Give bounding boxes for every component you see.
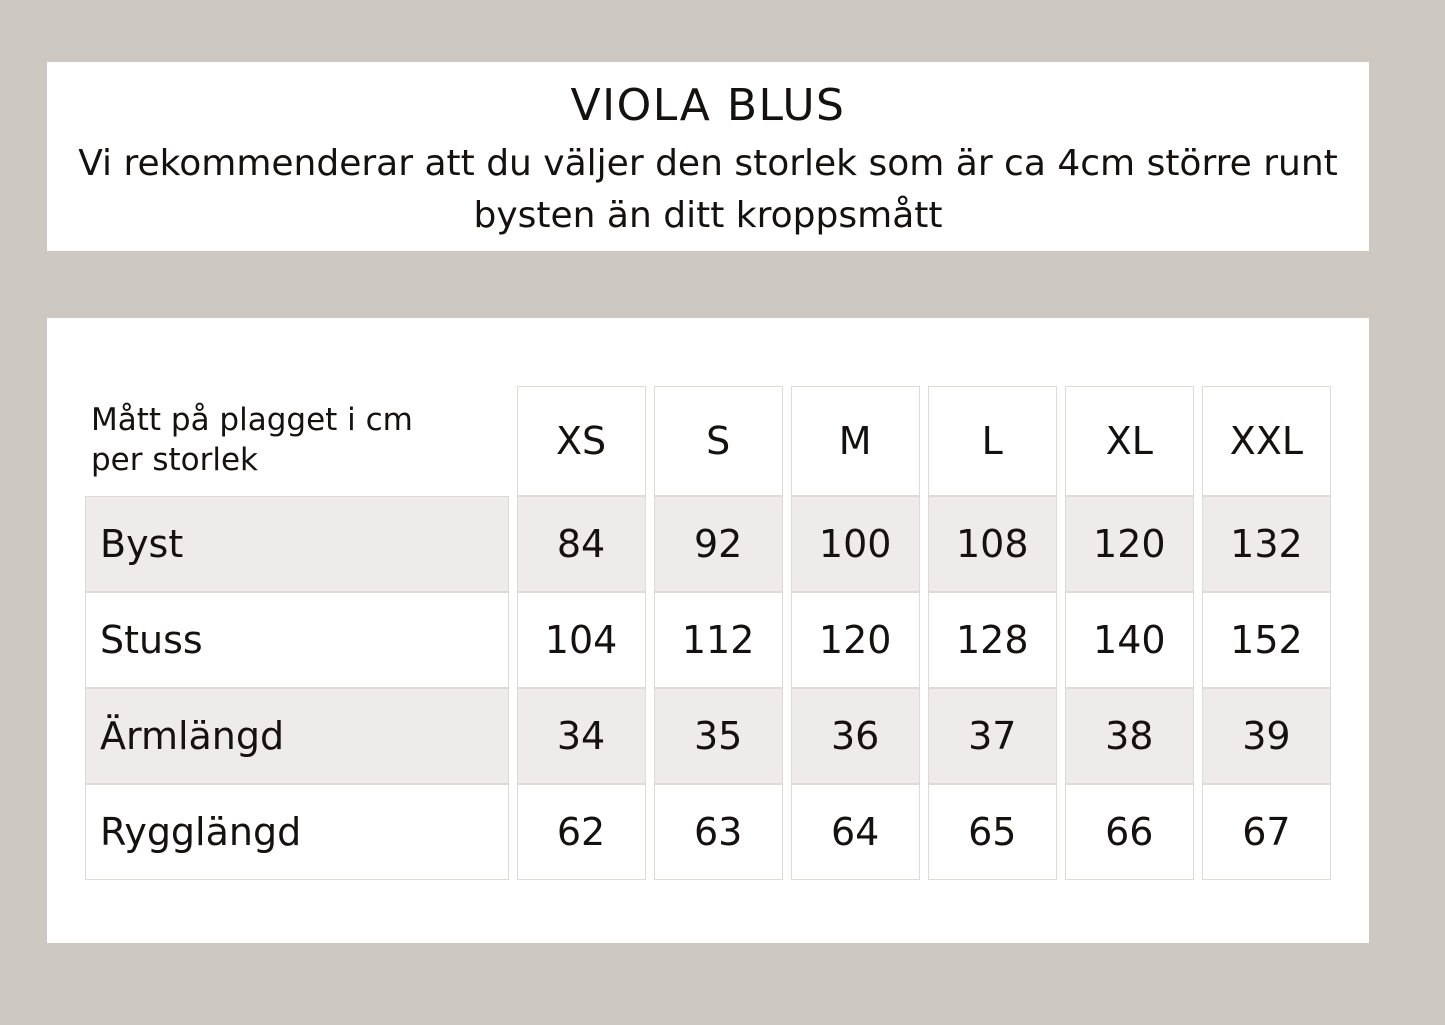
cell-armlangd-xxl: 39: [1202, 688, 1331, 784]
cell-byst-xxl: 132: [1202, 496, 1331, 592]
column-header-xxl: XXL: [1202, 386, 1331, 496]
column-header-l: L: [928, 386, 1057, 496]
recommendation-text: Vi rekommenderar att du väljer den storlek som är ca 4cm större runt bysten än ditt kroppsmått: [78, 142, 1338, 237]
column-header-m: M: [791, 386, 920, 496]
header-card: [47, 62, 1369, 251]
column-header-xl: XL: [1065, 386, 1194, 496]
cell-armlangd-xs: 34: [517, 688, 646, 784]
cell-stuss-s: 112: [654, 592, 783, 688]
row-label-byst: Byst: [85, 496, 509, 592]
row-label-stuss: Stuss: [85, 592, 509, 688]
table-header-row: [85, 386, 1331, 496]
corner-label-text: Mått på plagget i cm per storlek: [91, 402, 413, 478]
table-corner-label: [85, 386, 509, 496]
size-table-wrap: [77, 386, 1339, 880]
cell-rygglangd-xl: 66: [1065, 784, 1194, 880]
cell-rygglangd-xs: 62: [517, 784, 646, 880]
column-header-s: S: [654, 386, 783, 496]
cell-stuss-l: 128: [928, 592, 1057, 688]
cell-rygglangd-s: 63: [654, 784, 783, 880]
cell-stuss-xs: 104: [517, 592, 646, 688]
cell-armlangd-l: 37: [928, 688, 1057, 784]
table-row: [85, 592, 1331, 688]
table-row: [85, 688, 1331, 784]
cell-rygglangd-l: 65: [928, 784, 1057, 880]
table-row: [85, 784, 1331, 880]
size-table-card: [47, 318, 1369, 943]
row-label-rygglangd: Rygglängd: [85, 784, 509, 880]
table-row: [85, 496, 1331, 592]
cell-stuss-xxl: 152: [1202, 592, 1331, 688]
page-title: VIOLA BLUS: [570, 80, 846, 131]
size-table: [77, 386, 1339, 880]
column-header-xs: XS: [517, 386, 646, 496]
cell-armlangd-s: 35: [654, 688, 783, 784]
cell-byst-m: 100: [791, 496, 920, 592]
row-label-armlangd: Ärmlängd: [85, 688, 509, 784]
cell-byst-s: 92: [654, 496, 783, 592]
cell-byst-xl: 120: [1065, 496, 1194, 592]
cell-byst-l: 108: [928, 496, 1057, 592]
cell-stuss-m: 120: [791, 592, 920, 688]
cell-byst-xs: 84: [517, 496, 646, 592]
cell-armlangd-xl: 38: [1065, 688, 1194, 784]
cell-stuss-xl: 140: [1065, 592, 1194, 688]
cell-rygglangd-xxl: 67: [1202, 784, 1331, 880]
cell-armlangd-m: 36: [791, 688, 920, 784]
cell-rygglangd-m: 64: [791, 784, 920, 880]
